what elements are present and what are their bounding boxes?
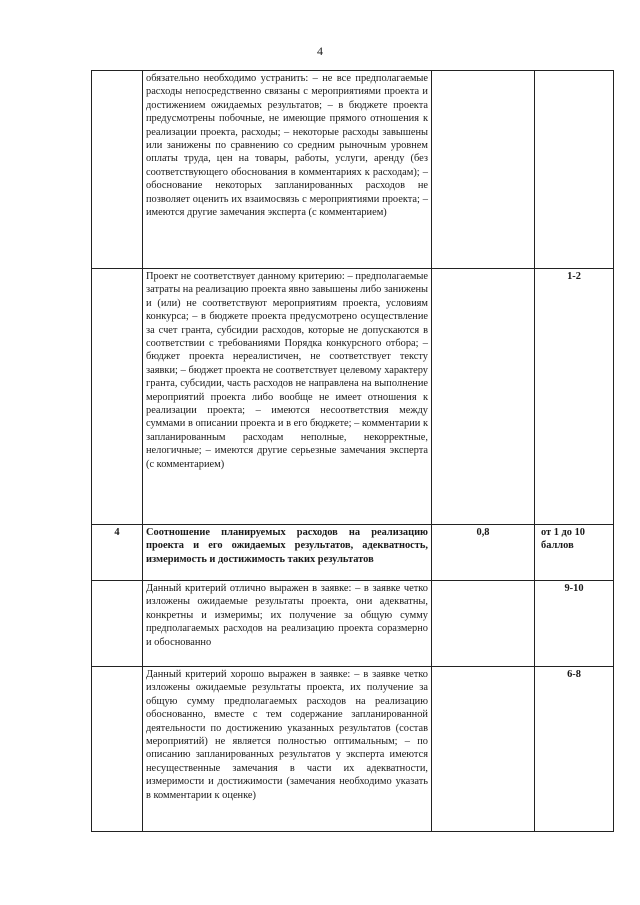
criterion-weight-cell [432,269,535,525]
table-row [92,581,614,667]
criterion-weight-cell [432,581,535,667]
criterion-number-cell: 4 [92,525,143,581]
criterion-weight-cell [432,71,535,269]
criterion-number-cell [92,667,143,832]
criterion-score-cell: 1-2 [535,269,614,525]
criterion-score-cell: 6-8 [535,667,614,832]
criterion-title-cell: Соотношение планируемых расходов на реализацию проекта и его ожидаемых результатов, адекватность, измеримость и достижимость таких результатов [143,525,432,581]
table-row [92,667,614,832]
criterion-number-cell [92,71,143,269]
criterion-number-cell [92,581,143,667]
table-row [92,525,614,581]
criterion-score-cell: от 1 до 10 баллов [535,525,614,581]
criterion-weight-cell [432,667,535,832]
criterion-description-cell: обязательно необходимо устранить: – не все предполагаемые расходы непосредственно связаны с мероприятиями проекта и достижением ожидаемых результатов; – в бюджете проекта предусмотрены побочные, не имеющие прямого отношения к реализации проекта, расходы; – некоторые расходы завышены или занижены по сравнению со средним рыночным уровнем оплаты труда, цен на товары, работы, услуги, аренду (без соответствующего обоснования в комментариях к расходам); – обоснование некоторых запланированных расходов не позволяет оценить их взаимосвязь с мероприятиями проекта; – имеются другие замечания эксперта (с комментарием) [143,71,432,269]
criterion-description-cell: Данный критерий отлично выражен в заявке: – в заявке четко изложены ожидаемые результаты проекта, они адекватны, конкретны и измеримы; их получение за общую сумму предполагаемых расходов на реализацию проекта соразмерно и обоснованно [143,581,432,667]
table-row [92,269,614,525]
criterion-number-cell [92,269,143,525]
criterion-description-cell: Проект не соответствует данному критерию: – предполагаемые затраты на реализацию проекта явно завышены либо занижены и (или) не соответствуют мероприятиям проекта, условиям конкурса; – в бюджете проекта предусмотрено осуществление за счет гранта, субсидии расходов, которые не допускаются в соответствии с требованиями Порядка конкурсного отбора; – бюджет проекта нереалистичен, не соответствует тексту заявки; – бюджет проекта не соответствует целевому характеру гранта, субсидии, часть расходов не направлена на выполнение мероприятий проекта либо вообще не имеет отношения к реализации проекта; – имеются несоответствия между суммами в описании проекта и в его бюджете; – комментарии к запланированным расходам неполные, некорректные, нелогичные; – имеются другие серьезные замечания эксперта (с комментарием) [143,269,432,525]
table-row [92,71,614,269]
criterion-score-cell: 9-10 [535,581,614,667]
criteria-table [91,70,614,832]
criterion-score-cell [535,71,614,269]
page-number: 4 [317,44,323,58]
criterion-weight-cell: 0,8 [432,525,535,581]
criterion-description-cell: Данный критерий хорошо выражен в заявке: – в заявке четко изложены ожидаемые результаты проекта, их получение за общую сумму предполагаемых расходов на реализацию обоснованно, вместе с тем содержание запланированной деятельности по достижению указанных результатов (состав мероприятий) не является полностью оптимальным; – по описанию запланированных результатов у эксперта имеются несущественные замечания в части их адекватности, измеримости и достижимости (замечания необходимо указать в комментарии к оценке) [143,667,432,832]
